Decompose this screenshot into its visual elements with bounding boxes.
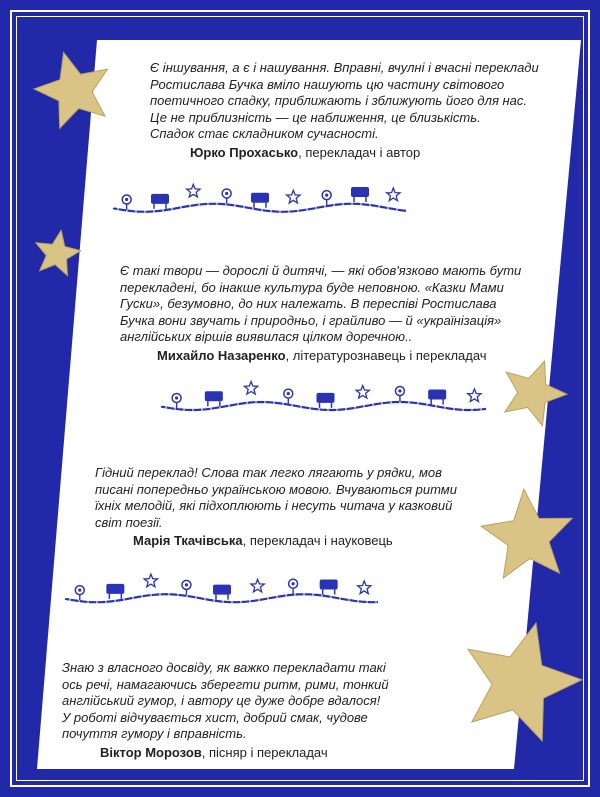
animal-icon bbox=[213, 585, 231, 595]
author-role: , перекладач і науковець bbox=[242, 533, 393, 549]
quote-line: Знаю з власного досвіду, як важко перекладати такі bbox=[62, 660, 386, 675]
quote-3-attribution bbox=[95, 533, 515, 550]
quote-4-text bbox=[62, 660, 482, 743]
small-star-icon bbox=[244, 382, 257, 395]
quote-line: почуття гумору і вправність. bbox=[62, 726, 247, 742]
small-star-icon bbox=[468, 389, 481, 402]
quote-1 bbox=[150, 60, 570, 162]
author-role: , перекладач і автор bbox=[298, 144, 421, 160]
quote-1-attribution bbox=[150, 145, 570, 162]
flower-center-icon bbox=[398, 389, 401, 392]
quote-line: писані попередньо українською мовою. Вчуваються ритми bbox=[95, 481, 457, 497]
animal-icon bbox=[106, 584, 124, 594]
quote-line: ось речі, намагаючись зберегти ритм, рими, тонкий bbox=[62, 676, 389, 692]
quote-line: Бучка вони звучать і природньо, і грайливо — й «українізація» bbox=[120, 312, 502, 328]
quote-line: Ростислава Бучка вміло нашують цю частину світового bbox=[150, 76, 505, 92]
animal-icon bbox=[351, 187, 369, 197]
flower-center-icon bbox=[125, 198, 128, 201]
small-star-icon bbox=[144, 574, 157, 587]
ornament-2 bbox=[158, 375, 493, 425]
quote-2 bbox=[120, 263, 540, 365]
quote-line: англійський гумор, і автору це дуже добре вдалося! bbox=[62, 693, 381, 709]
quote-line: англійських віршів виявилася цілком доречною.. bbox=[120, 329, 413, 345]
quote-4 bbox=[62, 660, 482, 762]
ornament-line bbox=[114, 204, 406, 212]
flower-center-icon bbox=[292, 582, 295, 585]
quote-2-attribution bbox=[120, 348, 540, 365]
quote-line: їхніх мелодій, які підхоплюють і несуть читача у казковий bbox=[95, 498, 453, 514]
ornament-1 bbox=[110, 178, 410, 226]
author-role: , пісняр і перекладач bbox=[201, 744, 328, 760]
flower-center-icon bbox=[225, 192, 228, 195]
quote-line: Гідний переклад! Слова так легко лягають у рядки, мов bbox=[95, 465, 442, 480]
animal-icon bbox=[320, 580, 338, 590]
quote-line: поетичного спадку, приближають і зближують його для нас. bbox=[150, 93, 527, 109]
author-name: Марія Ткачівська bbox=[133, 533, 243, 549]
quote-line: Гуски», безумовно, до них належать. В переспіві Ростислава bbox=[120, 296, 497, 312]
author-name: Віктор Морозов bbox=[100, 744, 202, 760]
author-name: Михайло Назаренко bbox=[157, 347, 286, 363]
flower-center-icon bbox=[185, 583, 188, 586]
small-star-icon bbox=[287, 190, 300, 203]
quote-line: Спадок стає складником сучасності. bbox=[150, 126, 379, 142]
quote-line: У роботі відчувається хист, добрий смак, чудове bbox=[62, 709, 368, 725]
quote-1-text bbox=[150, 60, 570, 143]
ornament-3 bbox=[62, 566, 382, 618]
animal-icon bbox=[317, 393, 335, 403]
flower-center-icon bbox=[78, 589, 81, 592]
author-name: Юрко Прохасько bbox=[190, 144, 299, 160]
small-star-icon bbox=[356, 386, 369, 399]
small-star-icon bbox=[187, 184, 200, 197]
author-role: , літературознавець і перекладач bbox=[285, 347, 487, 363]
quote-line: Є такі твори — дорослі й дитячі, — які обов'язково мають бути bbox=[120, 263, 522, 278]
quote-line: світ поезії. bbox=[95, 514, 163, 530]
quote-2-text bbox=[120, 263, 540, 346]
animal-icon bbox=[205, 391, 223, 401]
quote-4-attribution bbox=[62, 745, 482, 762]
small-star-icon bbox=[358, 581, 371, 594]
small-star-icon bbox=[387, 188, 400, 201]
animal-icon bbox=[151, 194, 169, 204]
flower-center-icon bbox=[287, 392, 290, 395]
animal-icon bbox=[251, 193, 269, 203]
animal-icon bbox=[428, 389, 446, 399]
quote-3 bbox=[95, 465, 515, 550]
flower-center-icon bbox=[175, 396, 178, 399]
quote-line: Є іншування, а є і нашування. Вправні, вчулні і вчасні переклади bbox=[150, 60, 539, 75]
small-star-icon bbox=[251, 579, 264, 592]
quote-line: Це не приблизність — це наближення, це близькість. bbox=[150, 109, 481, 125]
flower-center-icon bbox=[325, 194, 328, 197]
quote-3-text bbox=[95, 465, 515, 531]
quote-line: перекладені, бо інакше культура буде неповною. «Казки Мами bbox=[120, 279, 504, 295]
